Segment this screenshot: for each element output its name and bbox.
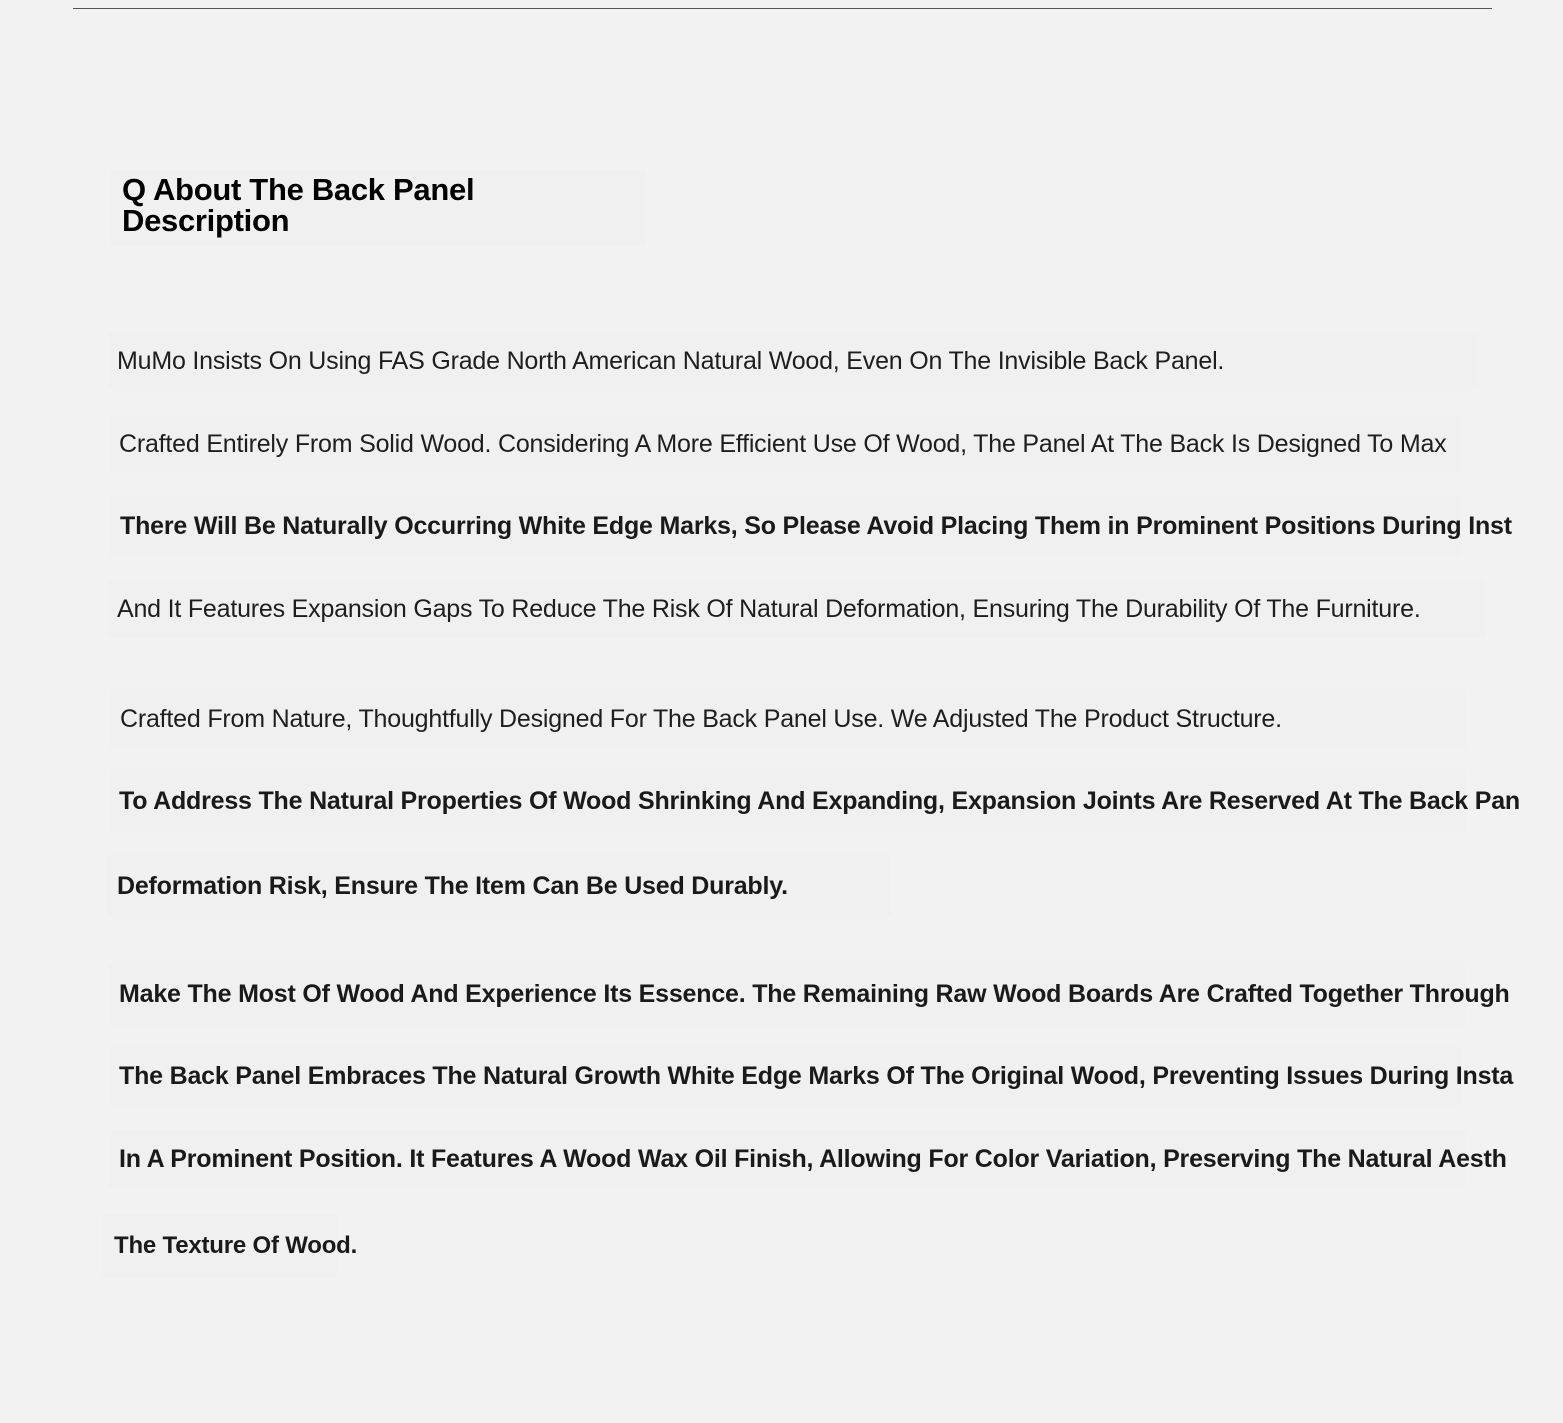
paragraph-line-9	[109, 1047, 1514, 1105]
paragraph-line-1	[109, 333, 1479, 389]
paragraph-line-3	[110, 497, 1512, 555]
top-divider	[73, 8, 1492, 9]
page-title	[122, 174, 474, 236]
paragraph-text: The Back Panel Embraces The Natural Growth White Edge Marks Of The Original Wood, Preventing Issues During Insta	[119, 1061, 1514, 1090]
paragraph-text: Make The Most Of Wood And Experience Its Essence. The Remaining Raw Wood Boards Are Crafted Together Through	[119, 979, 1510, 1008]
paragraph-line-7	[107, 855, 891, 917]
paragraph-line-4	[108, 580, 1486, 638]
paragraph-line-6	[110, 771, 1521, 831]
paragraph-line-11	[103, 1214, 358, 1278]
paragraph-text: The Texture Of Wood.	[114, 1232, 358, 1259]
paragraph-line-10	[109, 1130, 1507, 1188]
paragraph-text: Crafted Entirely From Solid Wood. Considering A More Efficient Use Of Wood, The Panel At The Back Is Designed To Max	[119, 429, 1447, 458]
title-block	[110, 170, 646, 246]
paragraph-text: Crafted From Nature, Thoughtfully Designed For The Back Panel Use. We Adjusted The Product Structure.	[120, 704, 1282, 733]
paragraph-text: In A Prominent Position. It Features A Wood Wax Oil Finish, Allowing For Color Variation, Preserving The Natural Aesth	[119, 1144, 1507, 1173]
paragraph-line-2	[110, 416, 1462, 472]
paragraph-text: MuMo Insists On Using FAS Grade North American Natural Wood, Even On The Invisible Back Panel.	[117, 346, 1225, 375]
paragraph-text: Deformation Risk, Ensure The Item Can Be Used Durably.	[117, 871, 788, 900]
page-title-line-2: Description	[122, 203, 290, 238]
paragraph-text: And It Features Expansion Gaps To Reduce The Risk Of Natural Deformation, Ensuring The Durability Of The Furniture.	[117, 594, 1421, 623]
paragraph-text: To Address The Natural Properties Of Wood Shrinking And Expanding, Expansion Joints Are Reserved At The Back Pan	[119, 786, 1521, 815]
page-title-line-1: Q About The Back Panel	[122, 172, 475, 207]
paragraph-line-5	[110, 691, 1466, 747]
paragraph-line-8	[109, 963, 1510, 1025]
paragraph-text: There Will Be Naturally Occurring White Edge Marks, So Please Avoid Placing Them in Prominent Positions During Inst	[120, 511, 1512, 540]
